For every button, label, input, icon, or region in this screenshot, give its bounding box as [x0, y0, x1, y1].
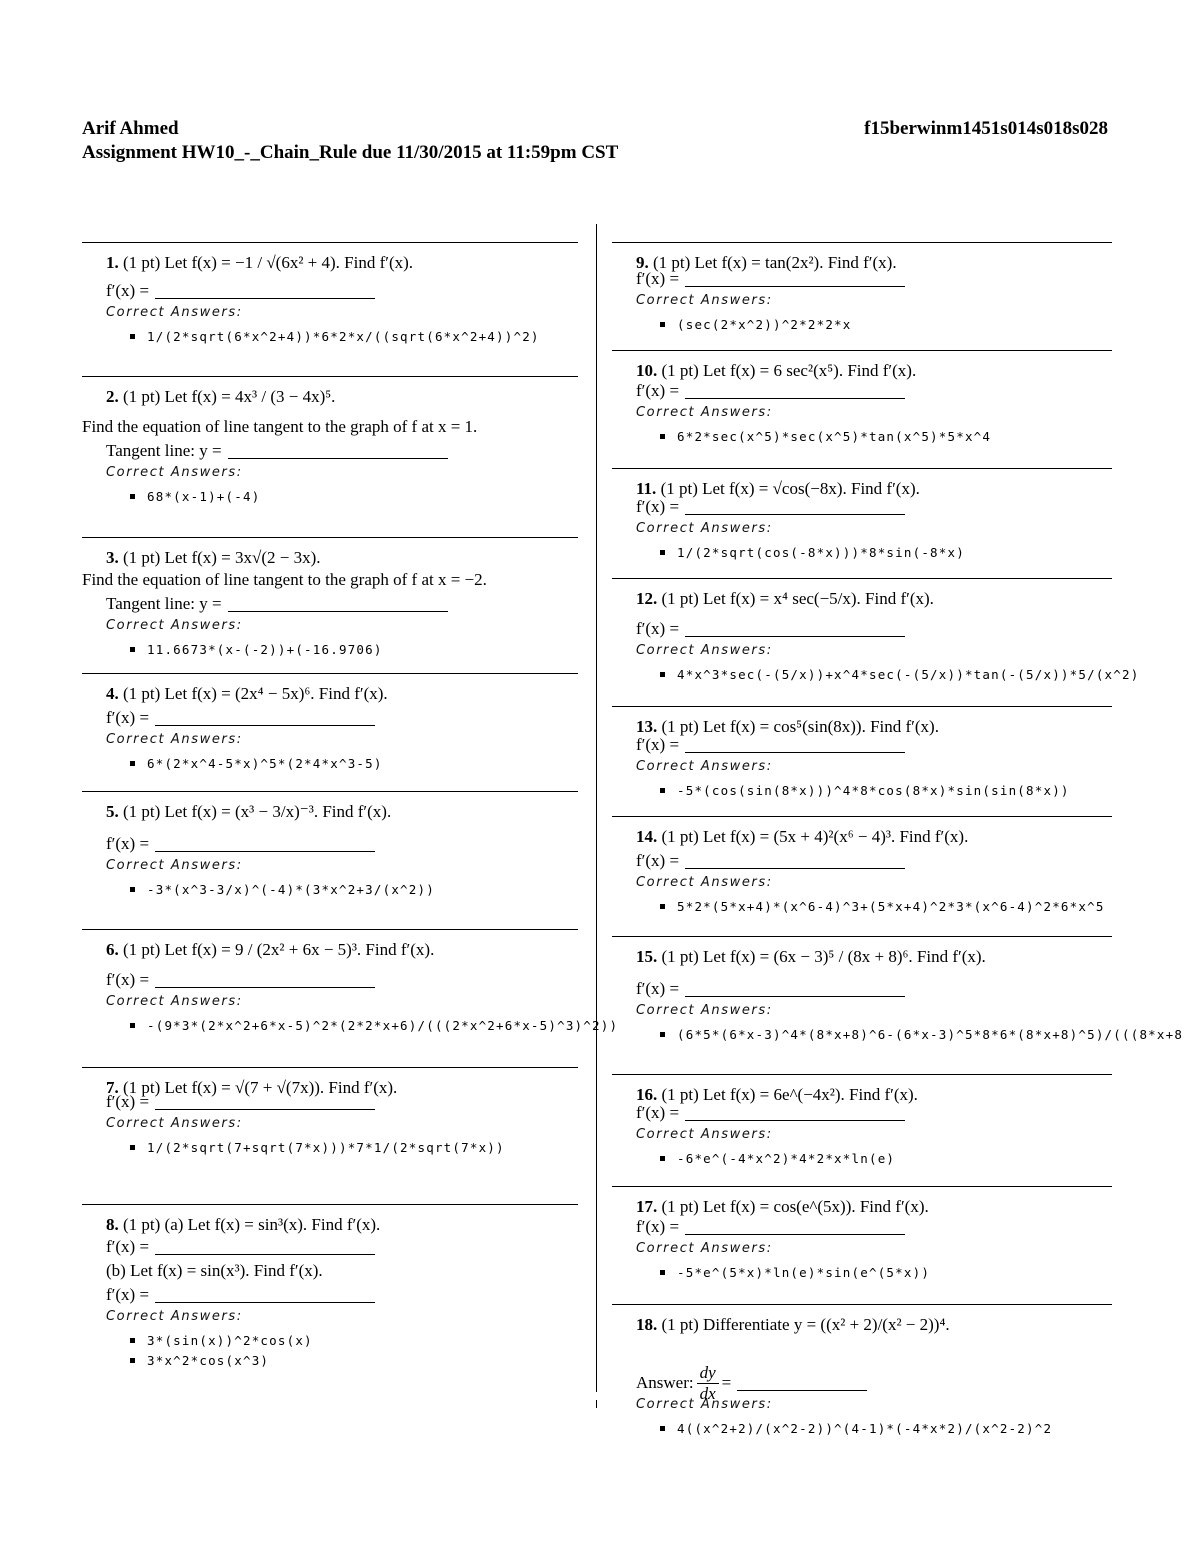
problem-statement	[106, 1215, 380, 1235]
problem-text: Let f(x) = (2x⁴ − 5x)⁶. Find f′(x).	[164, 684, 388, 703]
answer-row: Answer: $\frac{dy}{dx}$ =	[636, 1363, 867, 1403]
problem-points: (1 pt)	[123, 684, 161, 703]
problem-statement	[636, 827, 968, 847]
problem-statement	[106, 940, 434, 960]
dx-denominator: dx	[699, 1383, 716, 1403]
correct-answer: (6*5*(6*x-3)^4*(8*x+8)^6-(6*x-3)^5*8*6*(8*x+8)^5)/(((8*x+8	[660, 1027, 1183, 1042]
correct-answers-label: Correct Answers:	[636, 521, 773, 536]
answer-input[interactable]	[737, 1376, 867, 1391]
answer-input[interactable]	[685, 1220, 905, 1235]
answer-input[interactable]	[685, 854, 905, 869]
answer-input[interactable]	[685, 384, 905, 399]
problem-points: (1 pt)	[661, 947, 699, 966]
problem-number: 6.	[106, 940, 119, 959]
problem-13	[612, 706, 1112, 817]
fprime-label: f′(x) =	[106, 970, 150, 989]
answer-input[interactable]	[685, 982, 905, 997]
problem-text: Let f(x) = √cos(−8x). Find f′(x).	[702, 479, 920, 498]
correct-answers-label: Correct Answers:	[636, 643, 773, 658]
problem-statement	[106, 802, 391, 822]
problem-number: 1.	[106, 253, 119, 272]
problem-number: 11.	[636, 479, 657, 498]
problem-part-b: (b) Let f(x) = sin(x³). Find f′(x).	[106, 1261, 323, 1280]
fprime-label: f′(x) =	[636, 851, 680, 870]
fprime-label: f′(x) =	[106, 1092, 150, 1111]
problem-text: Let f(x) = 4x³ / (3 − 4x)⁵.	[164, 387, 336, 406]
correct-answer: -(9*3*(2*x^2+6*x-5)^2*(2*2*x+6)/(((2*x^2+6*x-5)^3)^2))	[130, 1018, 618, 1033]
problem-statement	[106, 253, 413, 273]
correct-answer: 6*(2*x^4-5*x)^5*(2*4*x^3-5)	[130, 756, 383, 771]
answer-input[interactable]	[685, 1106, 905, 1121]
problem-6	[82, 929, 619, 1068]
correct-answer: -5*e^(5*x)*ln(e)*sin(e^(5*x))	[660, 1265, 930, 1280]
problem-number: 4.	[106, 684, 119, 703]
answer-row	[106, 1092, 375, 1112]
answer-row	[636, 497, 905, 517]
fprime-label: f′(x) =	[636, 619, 680, 638]
problem-1	[82, 242, 578, 377]
answer-input[interactable]	[228, 444, 448, 459]
correct-answer: -6*e^(-4*x^2)*4*2*x*ln(e)	[660, 1151, 895, 1166]
answer-input[interactable]	[685, 622, 905, 637]
problem-statement	[636, 589, 934, 609]
problem-16	[612, 1074, 1112, 1187]
problem-points: (1 pt)	[123, 940, 161, 959]
answer-row	[636, 979, 905, 999]
answer-input[interactable]	[155, 973, 375, 988]
problem-number: 10.	[636, 361, 658, 380]
problem-instruction: Find the equation of line tangent to the graph of f at x = 1.	[82, 417, 478, 436]
answer-row	[636, 735, 905, 755]
answer-row	[636, 381, 905, 401]
fprime-label: f′(x) =	[106, 708, 150, 727]
problem-text: Let f(x) = cos⁵(sin(8x)). Find f′(x).	[703, 717, 939, 736]
problem-number: 18.	[636, 1315, 658, 1334]
problem-statement	[636, 1197, 929, 1217]
problem-text: Let f(x) = −1 / √(6x² + 4). Find f′(x).	[164, 253, 414, 272]
correct-answer: 6*2*sec(x^5)*sec(x^5)*tan(x^5)*5*x^4	[660, 429, 991, 444]
problem-points: (1 pt)	[661, 1085, 699, 1104]
answer-row	[106, 281, 375, 301]
problem-4	[82, 673, 578, 792]
problem-14	[612, 816, 1112, 937]
tangent-line-label: Tangent line: y =	[106, 594, 222, 613]
fprime-label: f′(x) =	[636, 1217, 680, 1236]
problem-text: Let f(x) = x⁴ sec(−5/x). Find f′(x).	[703, 589, 934, 608]
problem-15	[612, 936, 1184, 1075]
correct-answers-label: Correct Answers:	[636, 293, 773, 308]
answer-row	[106, 970, 375, 990]
course-id: f15berwinm1451s014s018s028	[864, 118, 1108, 139]
problem-11	[612, 468, 1112, 579]
problem-9	[612, 242, 1112, 351]
correct-answer: 5*2*(5*x+4)*(x^6-4)^3+(5*x+4)^2*3*(x^6-4)^2*6*x^5	[660, 899, 1105, 914]
problem-7	[82, 1067, 578, 1205]
answer-input-b[interactable]	[155, 1288, 375, 1303]
problem-text: Let f(x) = 6 sec²(x⁵). Find f′(x).	[703, 361, 917, 380]
problem-text: Let f(x) = 6e^(−4x²). Find f′(x).	[703, 1085, 918, 1104]
answer-row	[636, 1217, 905, 1237]
tangent-line-row	[106, 594, 448, 614]
correct-answers-label: Correct Answers:	[106, 465, 243, 480]
problem-points: (1 pt)	[123, 1215, 161, 1234]
answer-row-b	[106, 1285, 375, 1305]
problem-points: (1 pt)	[123, 802, 161, 821]
correct-answer: -5*(cos(sin(8*x)))^4*8*cos(8*x)*sin(sin(8*x))	[660, 783, 1070, 798]
answer-input-a[interactable]	[155, 1240, 375, 1255]
problem-number: 3.	[106, 548, 119, 567]
fprime-label: f′(x) =	[106, 1285, 150, 1304]
correct-answer: -3*(x^3-3/x)^(-4)*(3*x^2+3/(x^2))	[130, 882, 435, 897]
problem-number: 9.	[636, 253, 649, 272]
problem-18	[612, 1304, 1112, 1465]
problem-text: Let f(x) = (5x + 4)²(x⁶ − 4)³. Find f′(x).	[703, 827, 969, 846]
fprime-label: f′(x) =	[636, 381, 680, 400]
problem-instruction: Find the equation of line tangent to the graph of f at x = −2.	[82, 570, 487, 589]
correct-answer: 11.6673*(x-(-2))+(-16.9706)	[130, 642, 383, 657]
problem-points: (1 pt)	[123, 253, 161, 272]
problem-points: (1 pt)	[653, 253, 691, 272]
answer-input[interactable]	[685, 500, 905, 515]
correct-answer: 3*(sin(x))^2*cos(x)	[130, 1333, 313, 1348]
dy-numerator: dy	[697, 1363, 719, 1384]
problem-number: 2.	[106, 387, 119, 406]
correct-answer: 1/(2*sqrt(cos(-8*x)))*8*sin(-8*x)	[660, 545, 965, 560]
fprime-label: f′(x) =	[636, 979, 680, 998]
fprime-label: f′(x) =	[636, 735, 680, 754]
problem-number: 17.	[636, 1197, 658, 1216]
problem-points: (1 pt)	[661, 1315, 699, 1334]
problem-statement	[636, 717, 939, 737]
problem-text: Let f(x) = 9 / (2x² + 6x − 5)³. Find f′(x).	[164, 940, 435, 959]
column-divider	[596, 224, 597, 1392]
problem-17	[612, 1186, 1112, 1305]
problem-3	[82, 537, 578, 674]
correct-answers-label: Correct Answers:	[106, 305, 243, 320]
problem-statement	[636, 361, 916, 381]
correct-answers-label: Correct Answers:	[636, 1397, 773, 1412]
correct-answers-label: Correct Answers:	[106, 618, 243, 633]
fprime-label: f′(x) =	[636, 1103, 680, 1122]
problem-text: Let f(x) = (x³ − 3/x)⁻³. Find f′(x).	[164, 802, 392, 821]
problem-text: Let f(x) = tan(2x²). Find f′(x).	[694, 253, 897, 272]
answer-row	[636, 269, 905, 289]
answer-input[interactable]	[155, 711, 375, 726]
answer-row-a	[106, 1237, 375, 1257]
answer-row	[106, 834, 375, 854]
correct-answers-label: Correct Answers:	[106, 1116, 243, 1131]
answer-row	[636, 851, 905, 871]
problem-text: Let f(x) = √(7 + √(7x)). Find f′(x).	[164, 1078, 398, 1097]
answer-row	[106, 708, 375, 728]
correct-answers-label: Correct Answers:	[636, 405, 773, 420]
problem-points: (1 pt)	[661, 1197, 699, 1216]
problem-points: (1 pt)	[123, 387, 161, 406]
assignment-title: Assignment HW10_-_Chain_Rule due 11/30/2015 at 11:59pm CST	[82, 142, 619, 163]
correct-answer: 1/(2*sqrt(6*x^2+4))*6*2*x/((sqrt(6*x^2+4))^2)	[130, 329, 540, 344]
problem-number: 15.	[636, 947, 658, 966]
problem-number: 14.	[636, 827, 658, 846]
problem-number: 16.	[636, 1085, 658, 1104]
answer-label: Answer:	[636, 1373, 694, 1393]
problem-points: (1 pt)	[123, 548, 161, 567]
student-name: Arif Ahmed	[82, 118, 179, 139]
correct-answers-label: Correct Answers:	[636, 759, 773, 774]
correct-answer: 3*x^2*cos(x^3)	[130, 1353, 269, 1368]
column-divider-tick	[596, 1400, 597, 1408]
correct-answer: 68*(x-1)+(-4)	[130, 489, 260, 504]
problem-statement	[106, 387, 335, 407]
tangent-line-label: Tangent line: y =	[106, 441, 222, 460]
problem-points: (1 pt)	[661, 361, 699, 380]
problem-text: Let f(x) = (6x − 3)⁵ / (8x + 8)⁶. Find f′(x).	[703, 947, 986, 966]
problem-5	[82, 791, 578, 930]
correct-answer: 4*x^3*sec(-(5/x))+x^4*sec(-(5/x))*tan(-(5/x))*5/(x^2)	[660, 667, 1139, 682]
answer-row	[636, 1103, 905, 1123]
problem-8	[82, 1204, 578, 1405]
problem-text: (a) Let f(x) = sin³(x). Find f′(x).	[164, 1215, 381, 1234]
problem-number: 7.	[106, 1078, 119, 1097]
problem-statement	[636, 947, 986, 967]
problem-text: Let f(x) = 3x√(2 − 3x).	[164, 548, 321, 567]
problem-number: 13.	[636, 717, 658, 736]
correct-answers-label: Correct Answers:	[636, 1127, 773, 1142]
correct-answers-label: Correct Answers:	[106, 858, 243, 873]
problem-number: 8.	[106, 1215, 119, 1234]
correct-answers-label: Correct Answers:	[636, 875, 773, 890]
answer-input[interactable]	[155, 1095, 375, 1110]
correct-answer: 1/(2*sqrt(7+sqrt(7*x)))*7*1/(2*sqrt(7*x))	[130, 1140, 505, 1155]
fprime-label: f′(x) =	[106, 834, 150, 853]
answer-input[interactable]	[228, 597, 448, 612]
answer-input[interactable]	[155, 284, 375, 299]
fprime-label: f′(x) =	[636, 497, 680, 516]
problem-points: (1 pt)	[660, 479, 698, 498]
correct-answer: 4((x^2+2)/(x^2-2))^(4-1)*(-4*x*2)/(x^2-2)^2	[660, 1421, 1052, 1436]
problem-text: Differentiate y = ((x² + 2)/(x² − 2))⁴.	[703, 1315, 950, 1334]
answer-input[interactable]	[155, 837, 375, 852]
fprime-label: f′(x) =	[106, 1237, 150, 1256]
tangent-line-row	[106, 441, 448, 461]
problem-number: 12.	[636, 589, 658, 608]
problem-statement	[636, 1085, 918, 1105]
correct-answers-label: Correct Answers:	[636, 1241, 773, 1256]
problem-points: (1 pt)	[661, 827, 699, 846]
problem-2	[82, 376, 578, 538]
correct-answers-label: Correct Answers:	[106, 994, 243, 1009]
fprime-label: f′(x) =	[106, 281, 150, 300]
answer-input[interactable]	[685, 272, 905, 287]
problem-points: (1 pt)	[123, 1078, 161, 1097]
problem-statement	[636, 479, 920, 499]
problem-points: (1 pt)	[661, 589, 699, 608]
problem-10	[612, 350, 1112, 469]
problem-12	[612, 578, 1140, 707]
problem-points: (1 pt)	[661, 717, 699, 736]
correct-answers-label: Correct Answers:	[636, 1003, 773, 1018]
problem-statement	[106, 684, 388, 704]
problem-statement	[636, 1315, 950, 1335]
answer-input[interactable]	[685, 738, 905, 753]
problem-statement	[106, 548, 321, 568]
problem-text: Let f(x) = cos(e^(5x)). Find f′(x).	[703, 1197, 929, 1216]
problem-number: 5.	[106, 802, 119, 821]
correct-answers-label: Correct Answers:	[106, 1309, 243, 1324]
correct-answer: (sec(2*x^2))^2*2*2*x	[660, 317, 852, 332]
answer-row	[636, 619, 905, 639]
fprime-label: f′(x) =	[636, 269, 680, 288]
correct-answers-label: Correct Answers:	[106, 732, 243, 747]
